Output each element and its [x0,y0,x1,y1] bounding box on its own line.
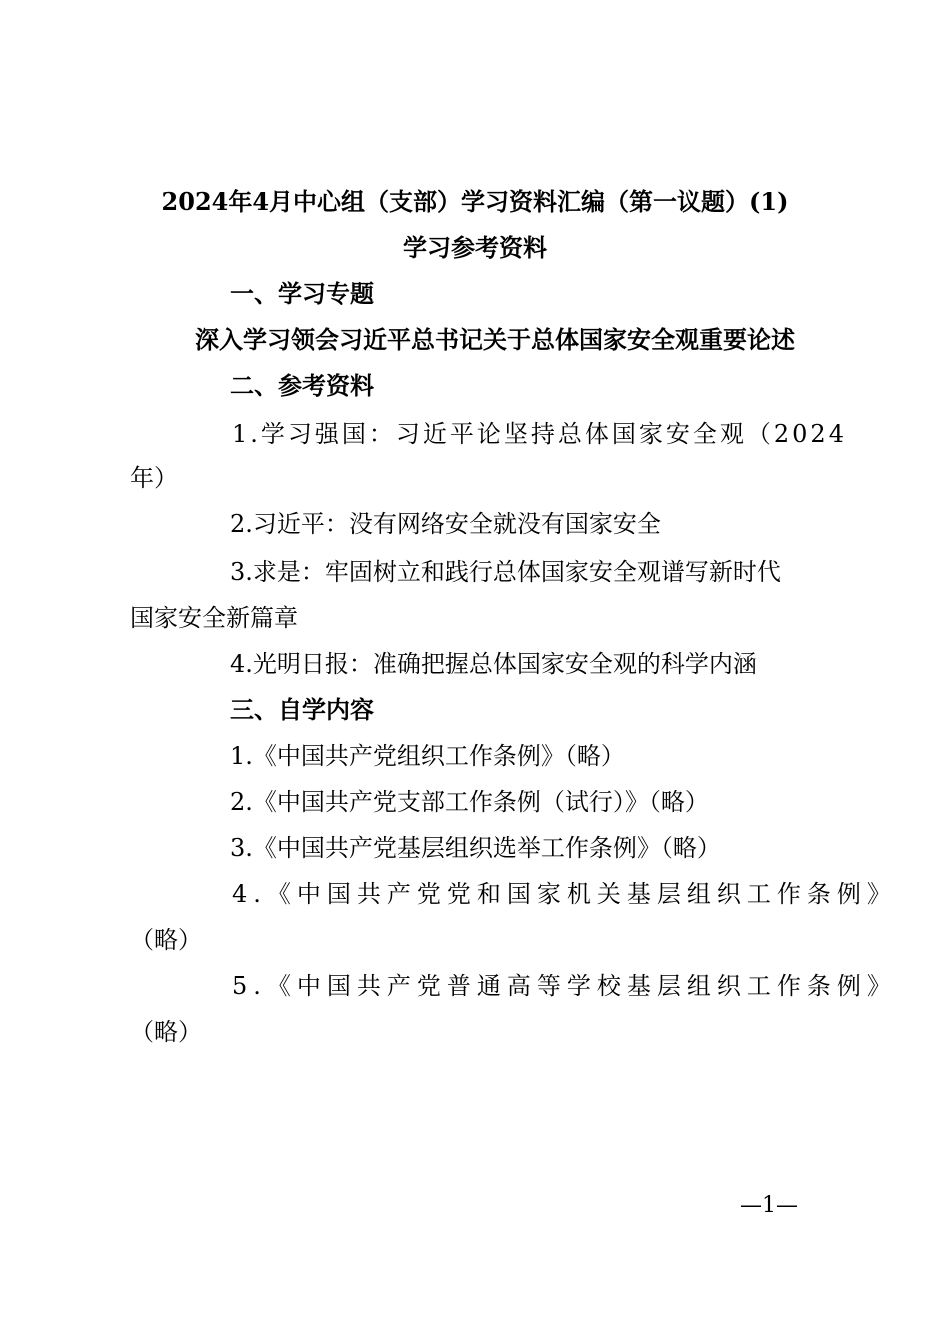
study-item-2: 2.《中国共产党支部工作条例（试行）》（略） [230,788,709,816]
reference-item-1-line2: 年） [130,464,178,492]
section3-heading: 三、自学内容 [230,696,374,724]
section1-topic: 深入学习领会习近平总书记关于总体国家安全观重要论述 [195,325,795,354]
study-item-1: 1.《中国共产党组织工作条例》（略） [230,742,625,770]
document-subtitle: 学习参考资料 [403,233,547,262]
reference-item-2: 2.习近平：没有网络安全就没有国家安全 [230,510,661,538]
reference-item-1-line1: 1.学习强国：习近平论坚持总体国家安全观（2024 [232,420,847,448]
study-item-4-line1: 4.《中国共产党党和国家机关基层组织工作条例》 [232,880,897,908]
section2-heading: 二、参考资料 [230,372,374,400]
study-item-4-line2: （略） [130,926,202,954]
section1-heading: 一、学习专题 [230,280,374,308]
document-title: 2024年4月中心组（支部）学习资料汇编（第一议题）(1) [161,187,789,216]
study-item-3: 3.《中国共产党基层组织选举工作条例》（略） [230,834,721,862]
study-item-5-line2: （略） [130,1018,202,1046]
reference-item-3-line1: 3.求是：牢固树立和践行总体国家安全观谱写新时代 [230,558,781,586]
page-number: —1— [740,1193,798,1218]
reference-item-4: 4.光明日报：准确把握总体国家安全观的科学内涵 [230,650,757,678]
reference-item-3-line2: 国家安全新篇章 [130,604,298,632]
study-item-5-line1: 5.《中国共产党普通高等学校基层组织工作条例》 [232,972,897,1000]
